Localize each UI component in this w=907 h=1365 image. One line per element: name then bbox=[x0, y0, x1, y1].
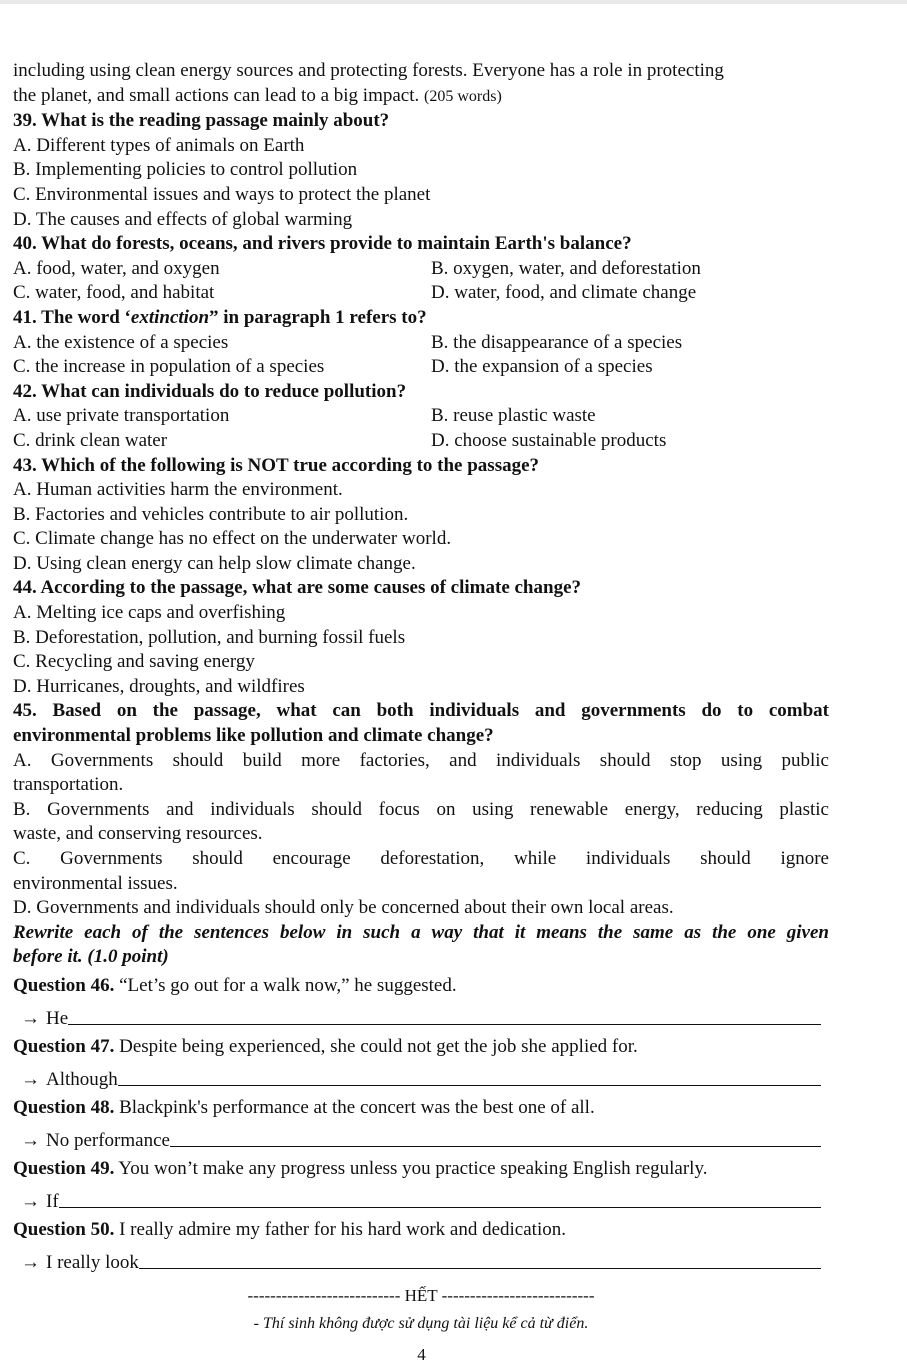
option-row bbox=[13, 355, 829, 380]
end-label: HẾT bbox=[404, 1285, 438, 1305]
arrow-icon: → bbox=[21, 1068, 40, 1090]
question-stem: 40. What do forests, oceans, and rivers provide to maintain Earth's balance? bbox=[13, 233, 632, 255]
end-marker bbox=[13, 1285, 829, 1307]
answer-option[interactable] bbox=[13, 749, 829, 798]
answer-option[interactable]: C. the increase in population of a species bbox=[13, 356, 325, 378]
question-label: Question 46. bbox=[13, 974, 115, 996]
answer-option[interactable]: A. Different types of animals on Earth bbox=[13, 134, 305, 156]
option-line: D. Governments and individuals should only be concerned about their own local areas. bbox=[13, 897, 674, 919]
answer-option[interactable]: C. Environmental issues and ways to protect the planet bbox=[13, 183, 431, 205]
passage-text: the planet, and small actions can lead to a big impact. bbox=[13, 84, 420, 106]
option-line: environmental issues. bbox=[13, 872, 178, 894]
answer-blank[interactable] bbox=[139, 1268, 821, 1269]
answer-option[interactable]: A. Human activities harm the environment. bbox=[13, 479, 343, 501]
option-line: B. Governments and individuals should focus on using renewable energy, reducing plastic bbox=[13, 798, 829, 820]
rewrite-section bbox=[13, 921, 829, 1275]
answer-blank[interactable] bbox=[68, 1024, 821, 1025]
answer-option[interactable]: B. Factories and vehicles contribute to air pollution. bbox=[13, 503, 409, 525]
option-line: A. Governments should build more factories, and individuals should stop using public bbox=[13, 749, 829, 771]
question-sentence: You won’t make any progress unless you practice speaking English regularly. bbox=[114, 1157, 708, 1179]
sentence-start: If bbox=[46, 1190, 59, 1212]
question-sentence: Despite being experienced, she could not get the job she applied for. bbox=[114, 1035, 638, 1057]
answer-blank[interactable] bbox=[118, 1085, 821, 1086]
question-45 bbox=[13, 699, 829, 920]
end-dashes: --------------------------- bbox=[441, 1285, 595, 1305]
answer-line bbox=[13, 1242, 829, 1275]
option-line: transportation. bbox=[13, 774, 124, 796]
answer-option[interactable]: D. water, food, and climate change bbox=[431, 282, 697, 304]
stem-text: ” in paragraph 1 refers to? bbox=[209, 306, 427, 328]
question-39 bbox=[13, 109, 829, 232]
exam-note: - Thí sinh không được sử dụng tài liệu kể cả từ điển. bbox=[253, 1314, 589, 1332]
answer-line bbox=[13, 1059, 829, 1092]
answer-line bbox=[13, 1181, 829, 1214]
question-stem: 43. Which of the following is NOT true according to the passage? bbox=[13, 454, 540, 476]
question-stem: 44. According to the passage, what are some causes of climate change? bbox=[13, 577, 581, 599]
question-label: Question 47. bbox=[13, 1035, 115, 1057]
question-40 bbox=[13, 232, 829, 306]
question-label: Question 50. bbox=[13, 1218, 115, 1240]
exam-page bbox=[13, 59, 829, 1333]
option-row bbox=[13, 331, 829, 356]
answer-option[interactable] bbox=[13, 798, 829, 847]
sentence-start: Although bbox=[46, 1068, 118, 1090]
answer-option[interactable]: A. food, water, and oxygen bbox=[13, 257, 220, 279]
question-stem: 42. What can individuals do to reduce pollution? bbox=[13, 380, 407, 402]
question-stem bbox=[13, 306, 829, 331]
answer-blank[interactable] bbox=[170, 1146, 821, 1147]
top-edge bbox=[0, 0, 907, 4]
sentence-start: He bbox=[46, 1007, 69, 1029]
option-row bbox=[13, 404, 829, 429]
arrow-icon: → bbox=[21, 1129, 40, 1151]
answer-option[interactable]: C. water, food, and habitat bbox=[13, 282, 215, 304]
question-stem: 39. What is the reading passage mainly about? bbox=[13, 110, 390, 132]
rewrite-question-50 bbox=[13, 1218, 829, 1242]
section-instruction: Rewrite each of the sentences below in such a way that it means the same as the one given bbox=[13, 921, 829, 943]
question-41 bbox=[13, 306, 829, 380]
answer-option[interactable]: B. Implementing policies to control pollution bbox=[13, 159, 358, 181]
option-row bbox=[13, 429, 829, 454]
question-sentence: Blackpink's performance at the concert was the best one of all. bbox=[114, 1096, 595, 1118]
question-label: Question 49. bbox=[13, 1157, 115, 1179]
answer-option[interactable]: D. The causes and effects of global warming bbox=[13, 208, 353, 230]
rewrite-question-46 bbox=[13, 974, 829, 998]
passage-line bbox=[13, 84, 829, 110]
rewrite-question-47 bbox=[13, 1035, 829, 1059]
word-count: (205 words) bbox=[424, 87, 502, 105]
answer-option[interactable]: C. drink clean water bbox=[13, 429, 168, 451]
answer-line bbox=[13, 1120, 829, 1153]
answer-option[interactable]: D. Using clean energy can help slow climate change. bbox=[13, 552, 416, 574]
passage-line: including using clean energy sources and protecting forests. Everyone has a role in protecting bbox=[13, 60, 724, 81]
option-line: C. Governments should encourage deforestation, while individuals should ignore bbox=[13, 848, 829, 869]
answer-option[interactable]: B. oxygen, water, and deforestation bbox=[431, 257, 701, 279]
answer-option[interactable]: B. Deforestation, pollution, and burning fossil fuels bbox=[13, 626, 406, 648]
answer-option[interactable] bbox=[13, 896, 829, 921]
arrow-icon: → bbox=[21, 1251, 40, 1273]
end-dashes: --------------------------- bbox=[247, 1285, 401, 1305]
question-sentence: I really admire my father for his hard work and dedication. bbox=[114, 1218, 566, 1240]
option-row bbox=[13, 281, 829, 306]
question-42 bbox=[13, 380, 829, 454]
sentence-start: I really look bbox=[46, 1251, 139, 1273]
answer-option[interactable]: B. the disappearance of a species bbox=[431, 331, 683, 353]
section-instruction-cont: before it. (1.0 point) bbox=[13, 946, 169, 968]
answer-option[interactable]: A. use private transportation bbox=[13, 405, 230, 427]
question-label: Question 48. bbox=[13, 1096, 115, 1118]
stem-text: 41. The word ‘ bbox=[13, 306, 131, 328]
option-row bbox=[13, 257, 829, 282]
passage-end bbox=[13, 59, 829, 109]
answer-option[interactable]: A. the existence of a species bbox=[13, 331, 229, 353]
answer-option[interactable] bbox=[13, 847, 829, 896]
arrow-icon: → bbox=[21, 1190, 40, 1212]
question-43 bbox=[13, 454, 829, 577]
stem-keyword: extinction bbox=[130, 306, 210, 328]
sentence-start: No performance bbox=[46, 1129, 170, 1151]
answer-option[interactable]: D. choose sustainable products bbox=[431, 429, 667, 451]
question-stem: 45. Based on the passage, what can both individuals and governments do to combat bbox=[13, 700, 829, 722]
answer-option[interactable]: D. the expansion of a species bbox=[431, 356, 653, 378]
answer-option[interactable]: B. reuse plastic waste bbox=[431, 405, 596, 427]
answer-line bbox=[13, 998, 829, 1031]
answer-blank[interactable] bbox=[59, 1207, 821, 1208]
question-44 bbox=[13, 576, 829, 699]
question-stem-cont: environmental problems like pollution and climate change? bbox=[13, 725, 494, 747]
option-line: waste, and conserving resources. bbox=[13, 823, 263, 845]
arrow-icon: → bbox=[21, 1007, 40, 1029]
page-number: 4 bbox=[417, 1345, 426, 1364]
question-sentence: “Let’s go out for a walk now,” he suggested. bbox=[114, 974, 457, 996]
rewrite-question-48 bbox=[13, 1096, 829, 1120]
rewrite-question-49 bbox=[13, 1157, 829, 1181]
answer-option[interactable]: D. Hurricanes, droughts, and wildfires bbox=[13, 675, 305, 697]
answer-option[interactable]: C. Climate change has no effect on the underwater world. bbox=[13, 528, 452, 550]
answer-option[interactable]: C. Recycling and saving energy bbox=[13, 651, 255, 673]
answer-option[interactable]: A. Melting ice caps and overfishing bbox=[13, 602, 286, 624]
